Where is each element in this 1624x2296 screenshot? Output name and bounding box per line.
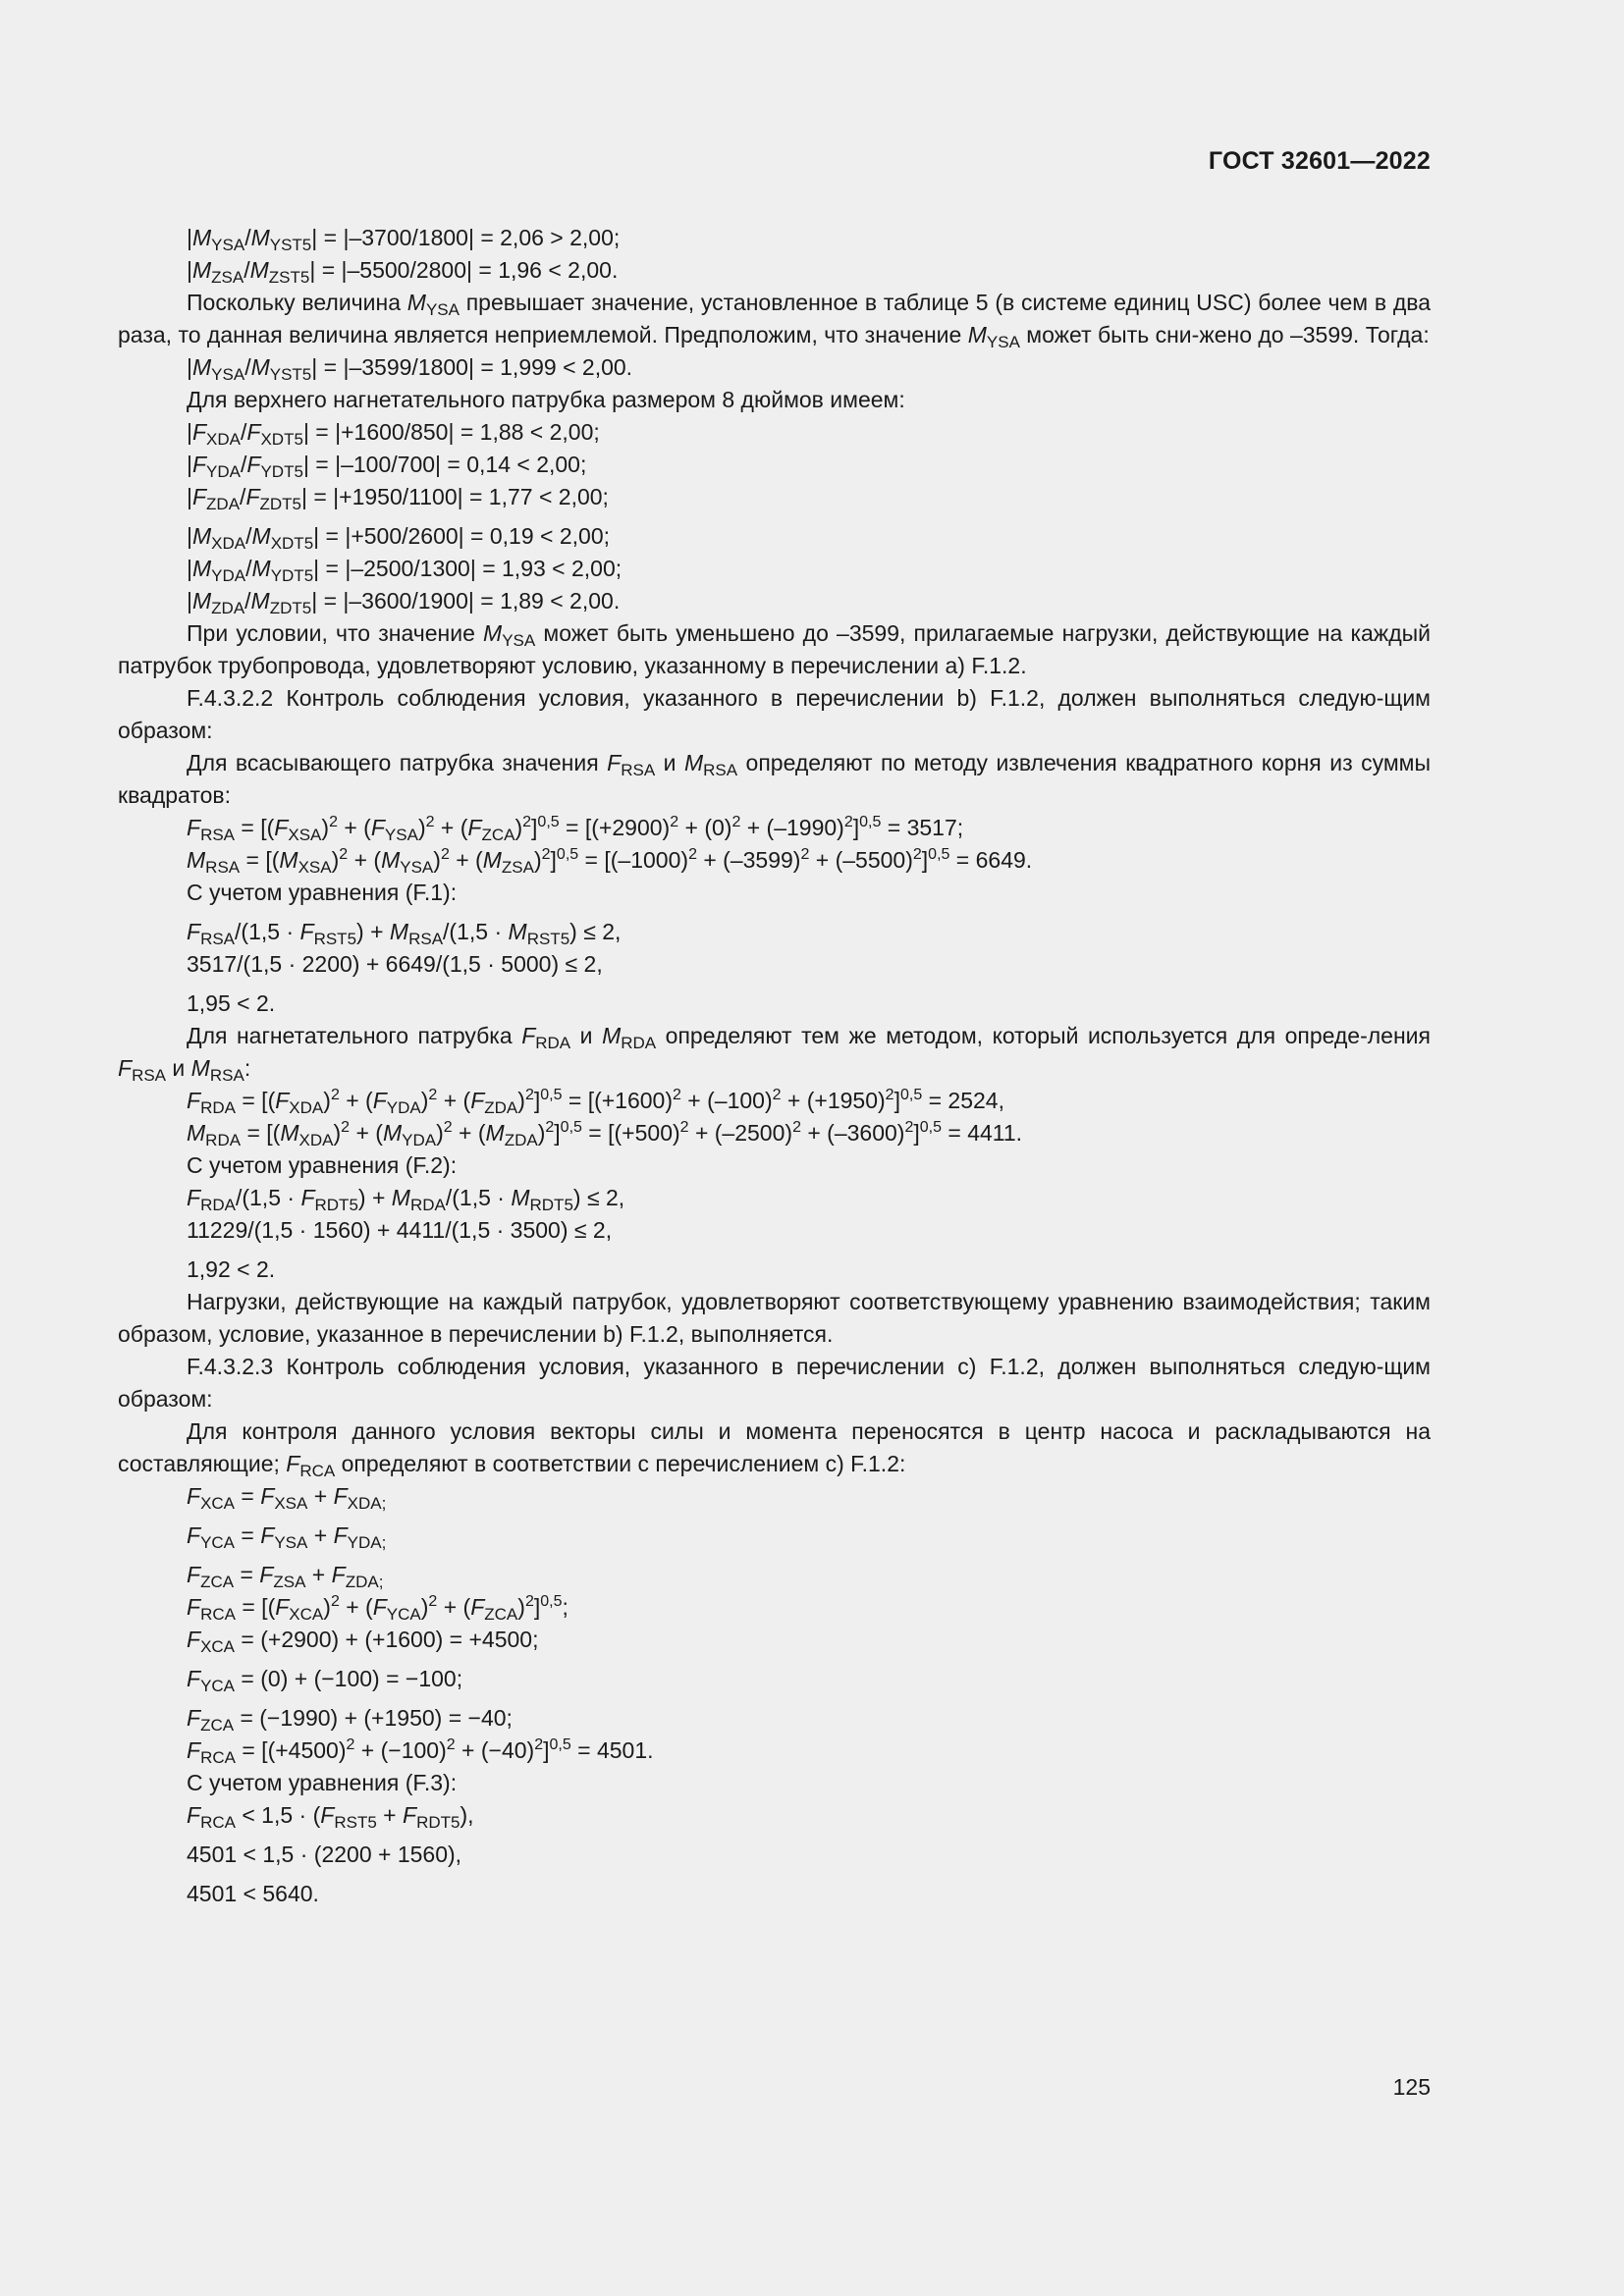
text-paragraph: F.4.3.2.2 Контроль соблюдения условия, указанного в перечислении b) F.1.2, должен выполняться следую-щим образом: — [118, 685, 1431, 743]
formula-line: $F_{RSA} = [(F_{XSA})^2 + (F_{YSA})^2 + (F_{ZCA})^2]^{0,5} = [(+2900)^2 + (0)^2 + (-1990)^2]^{0,5} = 3517$; — [187, 814, 964, 844]
text-paragraph: При условии, что значение $M_{YSA}$ может быть уменьшено до –3599, прилагаемые нагрузки, действующие на каждый патрубок трубопровода, удовлетворяют условию, указанному в перечислении а) F.1.2. — [118, 620, 1431, 678]
formula-line: $M_{RDA} = [(M_{XDA})^2 + (M_{YDA})^2 + (M_{ZDA})^2]^{0,5} = [(+500)^2 + (-2500)^2 + (-3600)^2]^{0,5} = 4411$. — [187, 1119, 1023, 1149]
text-paragraph: Поскольку величина $M_{YSA}$ превышает значение, установленное в таблице 5 (в системе единиц USC) более чем в два раза, то данная величина является неприемлемой. Предположим, что значение $M_{YSA}$ может быть сни-жено до –3599. Тогда: — [118, 290, 1432, 351]
formula-line: $F_{YCA} = (0) + (-100) = -100$; — [187, 1666, 463, 1695]
text-paragraph: Нагрузки, действующие на каждый патрубок, удовлетворяют соответствующему уравнению взаимодействия; таким образом, условие, указанное в перечислении b) F.1.2, выполняется. — [118, 1289, 1431, 1347]
formula-line: $F_{RCA} = [(F_{XCA})^2 + (F_{YCA})^2 + (F_{ZCA})^2]^{0,5}$; — [187, 1593, 568, 1624]
text-paragraph: Для контроля данного условия векторы силы и момента переносятся в центр насоса и раскладываются на составляющие; $F_{RCA}$ определяют в соответствии с перечислением c) F.1.2: — [118, 1418, 1431, 1480]
formula-line: С учетом уравнения (F.3): — [187, 1770, 458, 1795]
formula-line: $|F_{ZDA}/F_{ZDT5}| = |+1950/1100| = 1,77 < 2,00$; — [187, 484, 609, 513]
formula-line: $M_{RSA} = [(M_{XSA})^2 + (M_{YSA})^2 + (M_{ZSA})^2]^{0,5} = [(-1000)^2 + (-3599)^2 + (-5500)^2]^{0,5} = 6649$. — [187, 846, 1033, 877]
text-paragraph: Для всасывающего патрубка значения $F_{RSA}$ и $M_{RSA}$ определяют по методу извлечения квадратного корня из суммы квадратов: — [118, 750, 1431, 808]
standard-header: ГОСТ 32601—2022 — [1208, 147, 1431, 175]
formula-line: $F_{RDA}/(1,5 \cdot F_{RDT5}) + M_{RDA}/(1,5 \cdot M_{RDT5}) \le 2$, — [187, 1185, 625, 1214]
text-paragraph: Для нагнетательного патрубка $F_{RDA}$ и $M_{RDA}$ определяют тем же методом, который используется для опреде-ления $F_{RSA}$ и $M_{RSA}$: — [118, 1023, 1431, 1085]
formula-line: 11229/(1,5 · 1560) + 4411/(1,5 · 3500) ≤ 2, — [187, 1217, 613, 1243]
formula-line: $|F_{YDA}/F_{YDT5}| = |-100/700| = 0,14 < 2,00$; — [187, 452, 587, 481]
formula-line: 4501 < 1,5 · (2200 + 1560), — [187, 1842, 462, 1867]
formula-line: 4501 < 5640. — [187, 1881, 319, 1906]
formula-line: $|M_{ZDA}/M_{ZDT5}| = |-3600/1900| = 1,89 < 2,00$. — [187, 588, 621, 617]
text-paragraph: F.4.3.2.3 Контроль соблюдения условия, указанного в перечислении c) F.1.2, должен выполняться следую-щим образом: — [118, 1354, 1431, 1412]
formula-line: $|M_{YSA}/M_{YST5}| = |-3599/1800| = 1,999 < 2,00$. — [187, 354, 633, 384]
formula-line: С учетом уравнения (F.1): — [187, 880, 458, 905]
formula-line: $F_{RDA} = [(F_{XDA})^2 + (F_{YDA})^2 + (F_{ZDA})^2]^{0,5} = [(+1600)^2 + (-100)^2 + (+1950)^2]^{0,5} = 2524$, — [187, 1087, 1004, 1117]
formula-line: $F_{ZCA} = (-1990) + (+1950) = -40$; — [187, 1705, 513, 1735]
formula-line: 1,95 < 2. — [187, 990, 276, 1016]
page-body — [118, 222, 1431, 1910]
formula-line: $F_{RCA} = [(+4500)^2 + (-100)^2 + (-40)^2]^{0,5} = 4501$. — [187, 1736, 654, 1767]
formula-line: $|F_{XDA}/F_{XDT5}| = |+1600/850| = 1,88 < 2,00$; — [187, 419, 600, 449]
formula-line: $F_{RSA}/(1,5 \cdot F_{RST5}) + M_{RSA}/(1,5 \cdot M_{RST5}) \le 2$, — [187, 919, 622, 948]
formula-line: $F_{ZCA} = F_{ZSA} + F_{ZDA;}$ — [187, 1562, 384, 1591]
formula-line: $F_{RCA} < 1,5 \cdot (F_{RST5} + F_{RDT5})$, — [187, 1802, 474, 1832]
formula-line: $F_{XCA} = F_{XSA} + F_{XDA;}$ — [187, 1483, 387, 1513]
formula-line: 3517/(1,5 · 2200) + 6649/(1,5 · 5000) ≤ 2, — [187, 951, 603, 977]
formula-line: Для верхнего нагнетательного патрубка размером 8 дюймов имеем: — [187, 387, 905, 412]
formula-line: $F_{YCA} = F_{YSA} + F_{YDA;}$ — [187, 1522, 387, 1552]
formula-line: С учетом уравнения (F.2): — [187, 1152, 458, 1178]
formula-line: $|M_{ZSA}/M_{ZST5}| = |-5500/2800| = 1,96 < 2,00$. — [187, 257, 619, 287]
formula-line: $F_{XCA} = (+2900) + (+1600) = +4500$; — [187, 1627, 539, 1656]
formula-line: 1,92 < 2. — [187, 1256, 276, 1282]
page-number: 125 — [1392, 2074, 1431, 2100]
formula-line: $|M_{YSA}/M_{YST5}| = |-3700/1800| = 2,06 > 2,00$; — [187, 225, 621, 254]
formula-line: $|M_{XDA}/M_{XDT5}| = |+500/2600| = 0,19 < 2,00$; — [187, 523, 610, 553]
formula-line: $|M_{YDA}/M_{YDT5}| = |-2500/1300| = 1,93 < 2,00$; — [187, 556, 623, 585]
